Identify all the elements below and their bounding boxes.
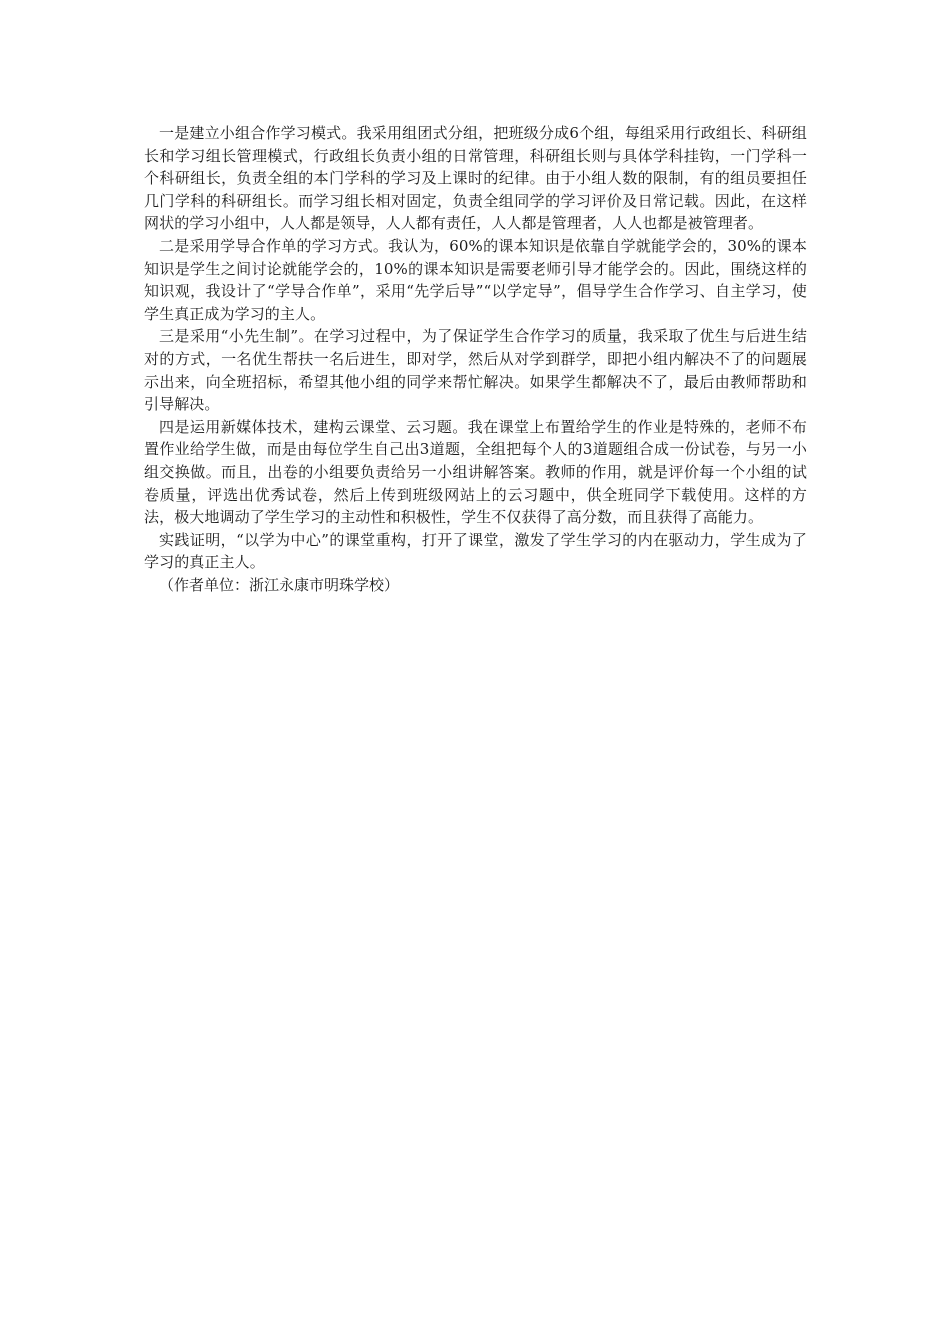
- document-page: [144, 122, 807, 596]
- paragraph-little-teacher-system: 三是采用“小先生制”。在学习过程中，为了保证学生合作学习的质量，我采取了优生与后进生结对的方式，一名优生帮扶一名后进生，即对学，然后从对学到群学，即把小组内解决不了的问题展示出来，向全班招标，希望其他小组的同学来帮忙解决。如果学生都解决不了，最后由教师帮助和引导解决。: [144, 327, 807, 414]
- author-affiliation: （作者单位：浙江永康市明珠学校）: [159, 575, 400, 594]
- paragraph-conclusion: 实践证明，“以学为中心”的课堂重构，打开了课堂，激发了学生学习的内在驱动力，学生成为了学习的真正主人。: [144, 530, 807, 572]
- paragraph-new-media-technology: 四是运用新媒体技术，建构云课堂、云习题。我在课堂上布置给学生的作业是特殊的，老师不布置作业给学生做，而是由每位学生自己出3道题，全组把每个人的3道题组合成一份试卷，与另一小组交换做。而且，出卷的小组要负责给另一小组讲解答案。教师的作用，就是评价每一个小组的试卷质量，评选出优秀试卷，然后上传到班级网站上的云习题中，供全班同学下载使用。这样的方法，极大地调动了学生学习的主动性和积极性，学生不仅获得了高分数，而且获得了高能力。: [144, 417, 807, 527]
- paragraph-group-study-mode: 一是建立小组合作学习模式。我采用组团式分组，把班级分成6个组，每组采用行政组长、科研组长和学习组长管理模式，行政组长负责小组的日常管理，科研组长则与具体学科挂钩，一门学科一个科研组长，负责全组的本门学科的学习及上课时的纪律。由于小组人数的限制，有的组员要担任几门学科的科研组长。而学习组长相对固定，负责全组同学的学习评价及日常记载。因此，在这样网状的学习小组中，人人都是领导，人人都有责任，人人都是管理者，人人也都是被管理者。: [144, 124, 807, 233]
- paragraph-study-guide-sheet: 二是采用学导合作单的学习方式。我认为，60%的课本知识是依靠自学就能学会的，30%的课本知识是学生之间讨论就能学会的，10%的课本知识是需要老师引导才能学会的。因此，围绕这样的知识观，我设计了“学导合作单”，采用“先学后导”“以学定导”，倡导学生合作学习、自主学习，使学生真正成为学习的主人。: [144, 236, 807, 323]
